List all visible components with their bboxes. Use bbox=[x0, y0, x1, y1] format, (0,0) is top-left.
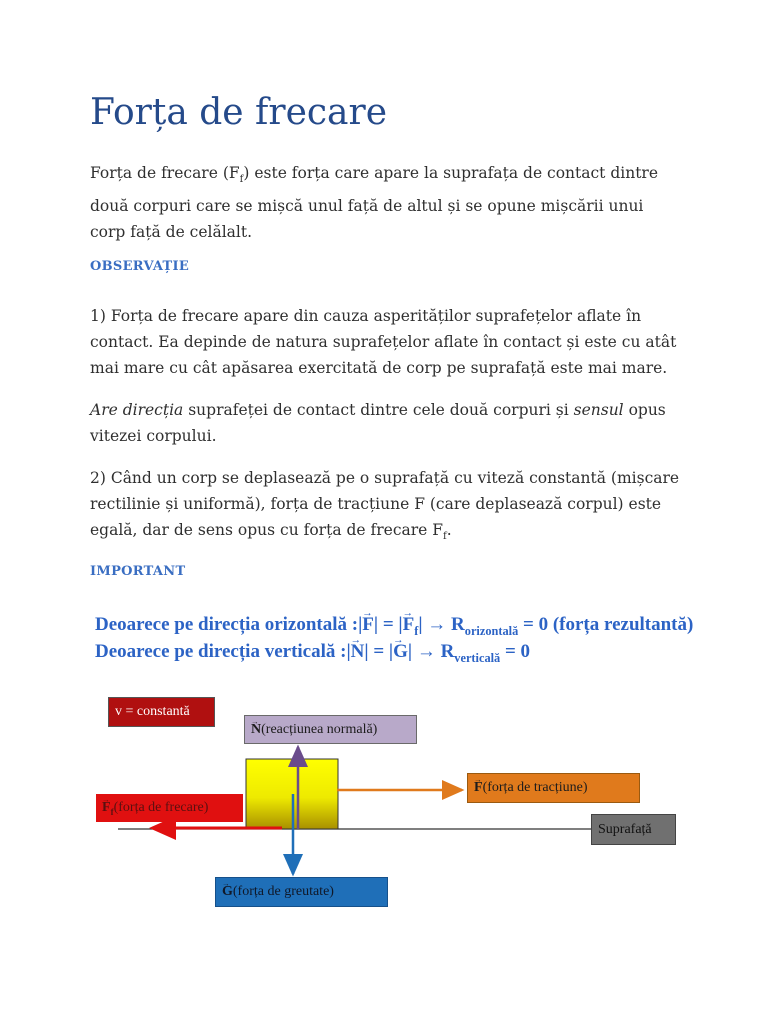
formula-h-F: → F bbox=[362, 614, 374, 636]
obs1b-text-1: suprafeței de contact dintre cele două corpuri și bbox=[183, 401, 574, 419]
friction-label-box bbox=[96, 794, 243, 822]
obs2-end: . bbox=[446, 521, 452, 539]
formula-h-Ff-symbol: F bbox=[402, 614, 415, 635]
surface-label-box: Suprafață bbox=[591, 814, 676, 845]
formula-h-R: → R bbox=[427, 614, 465, 635]
emphasis-directia: Are direcția bbox=[90, 401, 184, 419]
obs2-subscript: f bbox=[443, 531, 447, 543]
intro-text-2: ) este forța care apare la suprafața de contact dintre două corpuri care se mișcă unul față de altul și se opune mișcării unui corp față de celălalt. bbox=[90, 164, 659, 242]
formula-v-prefix: Deoarece pe direcția verticală : bbox=[95, 641, 347, 662]
obs2-text: 2) Când un corp se deplasează pe o suprafață cu viteză constantă (mișcare rectilinie și uniformă), forța de tracțiune F (care deplasează corpul) este egală, dar de sens opus cu forța de frecare F bbox=[90, 469, 680, 539]
formula-v-R-sub: verticală bbox=[454, 650, 501, 665]
formula-h-suffix: = 0 (forța rezultantă) bbox=[518, 614, 694, 635]
normal-symbol: → N bbox=[251, 722, 261, 738]
velocity-label-box: v = constantă bbox=[108, 697, 215, 727]
friction-symbol bbox=[102, 800, 114, 817]
formula-v-suffix: = 0 bbox=[500, 641, 531, 662]
observatie-label: OBSERVAȚIE bbox=[90, 259, 190, 274]
formula-h-prefix: Deoarece pe direcția orizontală : bbox=[95, 614, 359, 635]
formula-v-N: → N bbox=[351, 641, 365, 663]
formula-vertical: Deoarece pe direcția verticală :|→ N| = |→ $G| \to R_{verticală} = 0$ bbox=[95, 641, 530, 666]
obs1b-text-2: opus vitezei corpului. bbox=[90, 401, 666, 445]
emphasis-sensul: sensul bbox=[573, 401, 624, 419]
weight-label: (forța de greutate) bbox=[232, 884, 334, 899]
formula-v-G: → G bbox=[393, 641, 408, 663]
intro-text-1: Forța de frecare (F bbox=[90, 164, 240, 182]
intro-subscript: f bbox=[239, 174, 244, 186]
traction-label: (forța de tracțiune) bbox=[482, 780, 588, 795]
formula-v-R: → R bbox=[416, 641, 455, 662]
observation-1: 1) Forța de frecare apare din cauza asperităților suprafețelor aflate în contact. Ea depinde de natura suprafețelor aflate în contact și este cu atât mai mare cu cât apăsarea exercitată de corp pe suprafață este mai mare. bbox=[90, 307, 677, 377]
weight-symbol: → G bbox=[222, 884, 233, 900]
formula-horizontal: Deoarece pe direcția orizontală :|→ F| = |→ $F_f| \to R_{orizontală} = 0$ (forța rezultantă) bbox=[95, 614, 693, 639]
friction-symbol-sub: f bbox=[110, 806, 114, 817]
friction-label: (forța de frecare) bbox=[113, 800, 209, 815]
normal-label: (reacțiunea normală) bbox=[261, 721, 378, 737]
normal-label-box bbox=[244, 715, 417, 744]
traction-symbol: → F bbox=[474, 780, 483, 796]
friction-symbol-letter: F bbox=[102, 799, 111, 815]
formula-h-Ff-sub: f bbox=[414, 623, 419, 638]
weight-label-box bbox=[215, 877, 388, 907]
important-label: IMPORTANT bbox=[90, 564, 186, 579]
traction-label-box bbox=[467, 773, 640, 803]
page-title: Forța de frecare bbox=[90, 92, 388, 133]
formula-h-R-sub: orizontală bbox=[464, 623, 519, 638]
